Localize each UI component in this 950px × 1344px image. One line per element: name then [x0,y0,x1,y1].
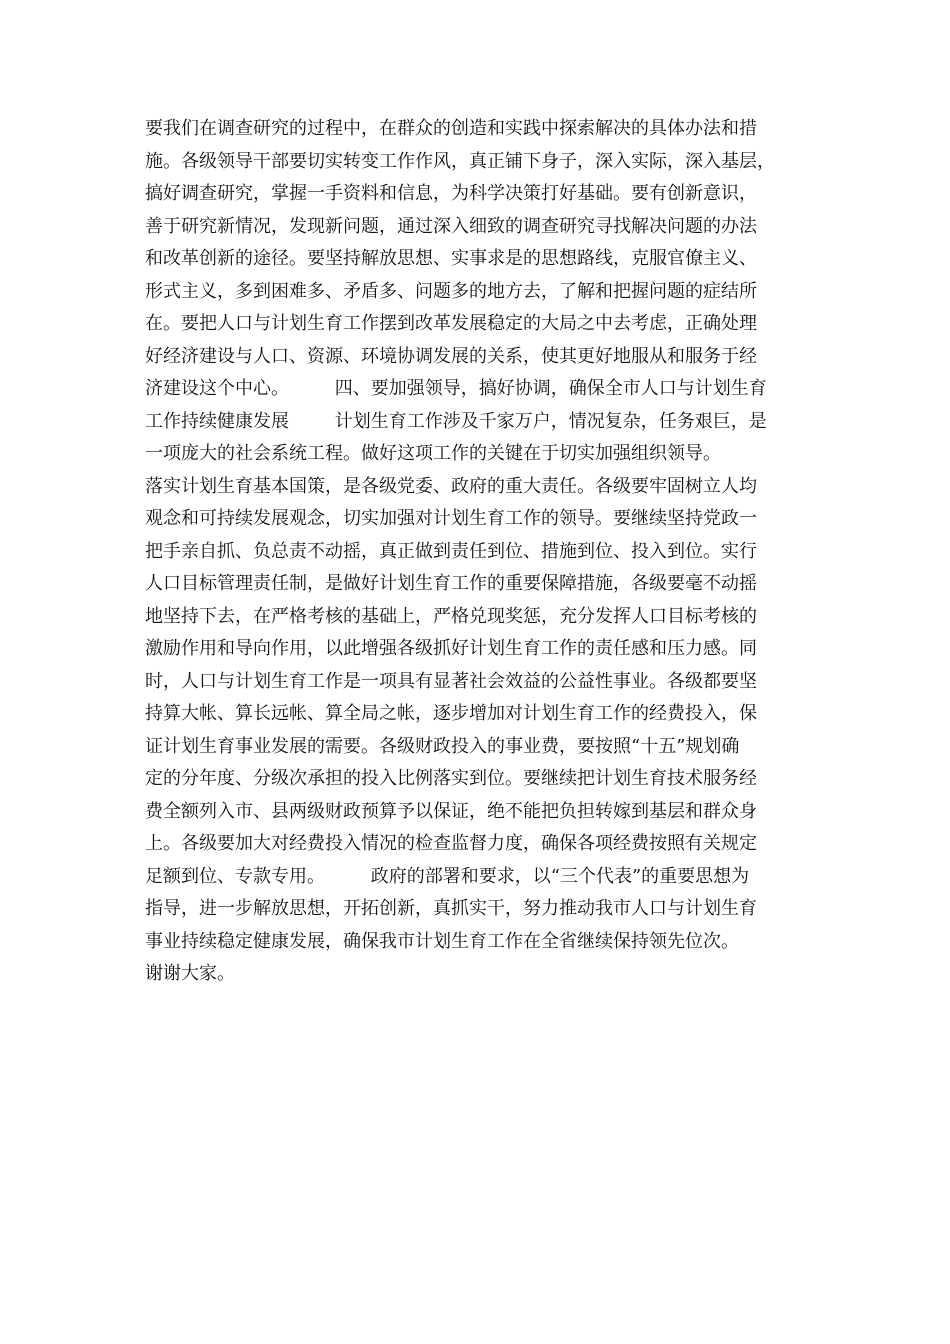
text-line: 指导，进一步解放思想，开拓创新，真抓实干，努力推动我市人口与计划生育 [145,898,757,919]
text-line: 把手亲自抓、负总责不动摇，真正做到责任到位、措施到位、投入到位。实行 [145,540,757,562]
text-line: 持算大帐、算长远帐、算全局之帐，逐步增加对计划生育工作的经费投入，保 [145,703,757,724]
text-line: 工作持续健康发展 计划生育工作涉及千家万户，情况复杂，任务艰巨，是 [145,410,767,432]
text-line: 善于研究新情况，发现新问题，通过深入细致的调查研究寻找解决问题的办法 [145,215,757,237]
closing-line: 谢谢大家。 [145,963,235,984]
text-line: 济建设这个中心。 四、要加强领导，搞好协调，确保全市人口与计划生育 [145,378,767,399]
text-line: 足额到位、专款专用。 政府的部署和要求，以“三个代表”的重要思想为 [145,865,750,887]
text-line: 事业持续稳定健康发展，确保我市计划生育工作在全省继续保持领先位次。 [145,930,739,952]
text-line: 要我们在调查研究的过程中，在群众的创造和实践中探索解决的具体办法和措 [145,118,757,139]
text-line: 上。各级要加大对经费投入情况的检查监督力度，确保各项经费按照有关规定 [145,833,757,854]
text-line: 证计划生育事业发展的需要。各级财政投入的事业费，要按照“十五”规划确 [145,735,740,757]
text-line: 施。各级领导干部要切实转变工作作风，真正铺下身子，深入实际，深入基层， [145,150,775,172]
text-line: 定的分年度、分级次承担的投入比例落实到位。要继续把计划生育技术服务经 [145,768,757,789]
text-line: 时，人口与计划生育工作是一项具有显著社会效益的公益性事业。各级都要坚 [145,670,757,692]
text-line: 形式主义，多到困难多、矛盾多、问题多的地方去，了解和把握问题的症结所 [145,280,757,302]
text-line: 一项庞大的社会系统工程。做好这项工作的关键在于切实加强组织领导。 [145,443,721,464]
text-line: 和改革创新的途径。要坚持解放思想、实事求是的思想路线，克服官僚主义、 [145,248,757,269]
text-line: 好经济建设与人口、资源、环境协调发展的关系，使其更好地服从和服务于经 [145,345,757,367]
text-line: 搞好调查研究，掌握一手资料和信息，为科学决策打好基础。要有创新意识， [145,183,757,204]
text-line: 落实计划生育基本国策，是各级党委、政府的重大责任。各级要牢固树立人均 [145,475,757,497]
text-line: 激励作用和导向作用，以此增强各级抓好计划生育工作的责任感和压力感。同 [145,638,757,659]
text-line: 费全额列入市、县两级财政预算予以保证，绝不能把负担转嫁到基层和群众身 [145,800,757,822]
text-line: 人口目标管理责任制，是做好计划生育工作的重要保障措施，各级要毫不动摇 [145,573,757,594]
body-text [145,113,815,991]
text-line: 在。要把人口与计划生育工作摆到改革发展稳定的大局之中去考虑，正确处理 [145,313,757,334]
text-line: 地坚持下去，在严格考核的基础上，严格兑现奖惩，充分发挥人口目标考核的 [145,605,757,627]
text-line: 观念和可持续发展观念，切实加强对计划生育工作的领导。要继续坚持党政一 [145,508,757,529]
